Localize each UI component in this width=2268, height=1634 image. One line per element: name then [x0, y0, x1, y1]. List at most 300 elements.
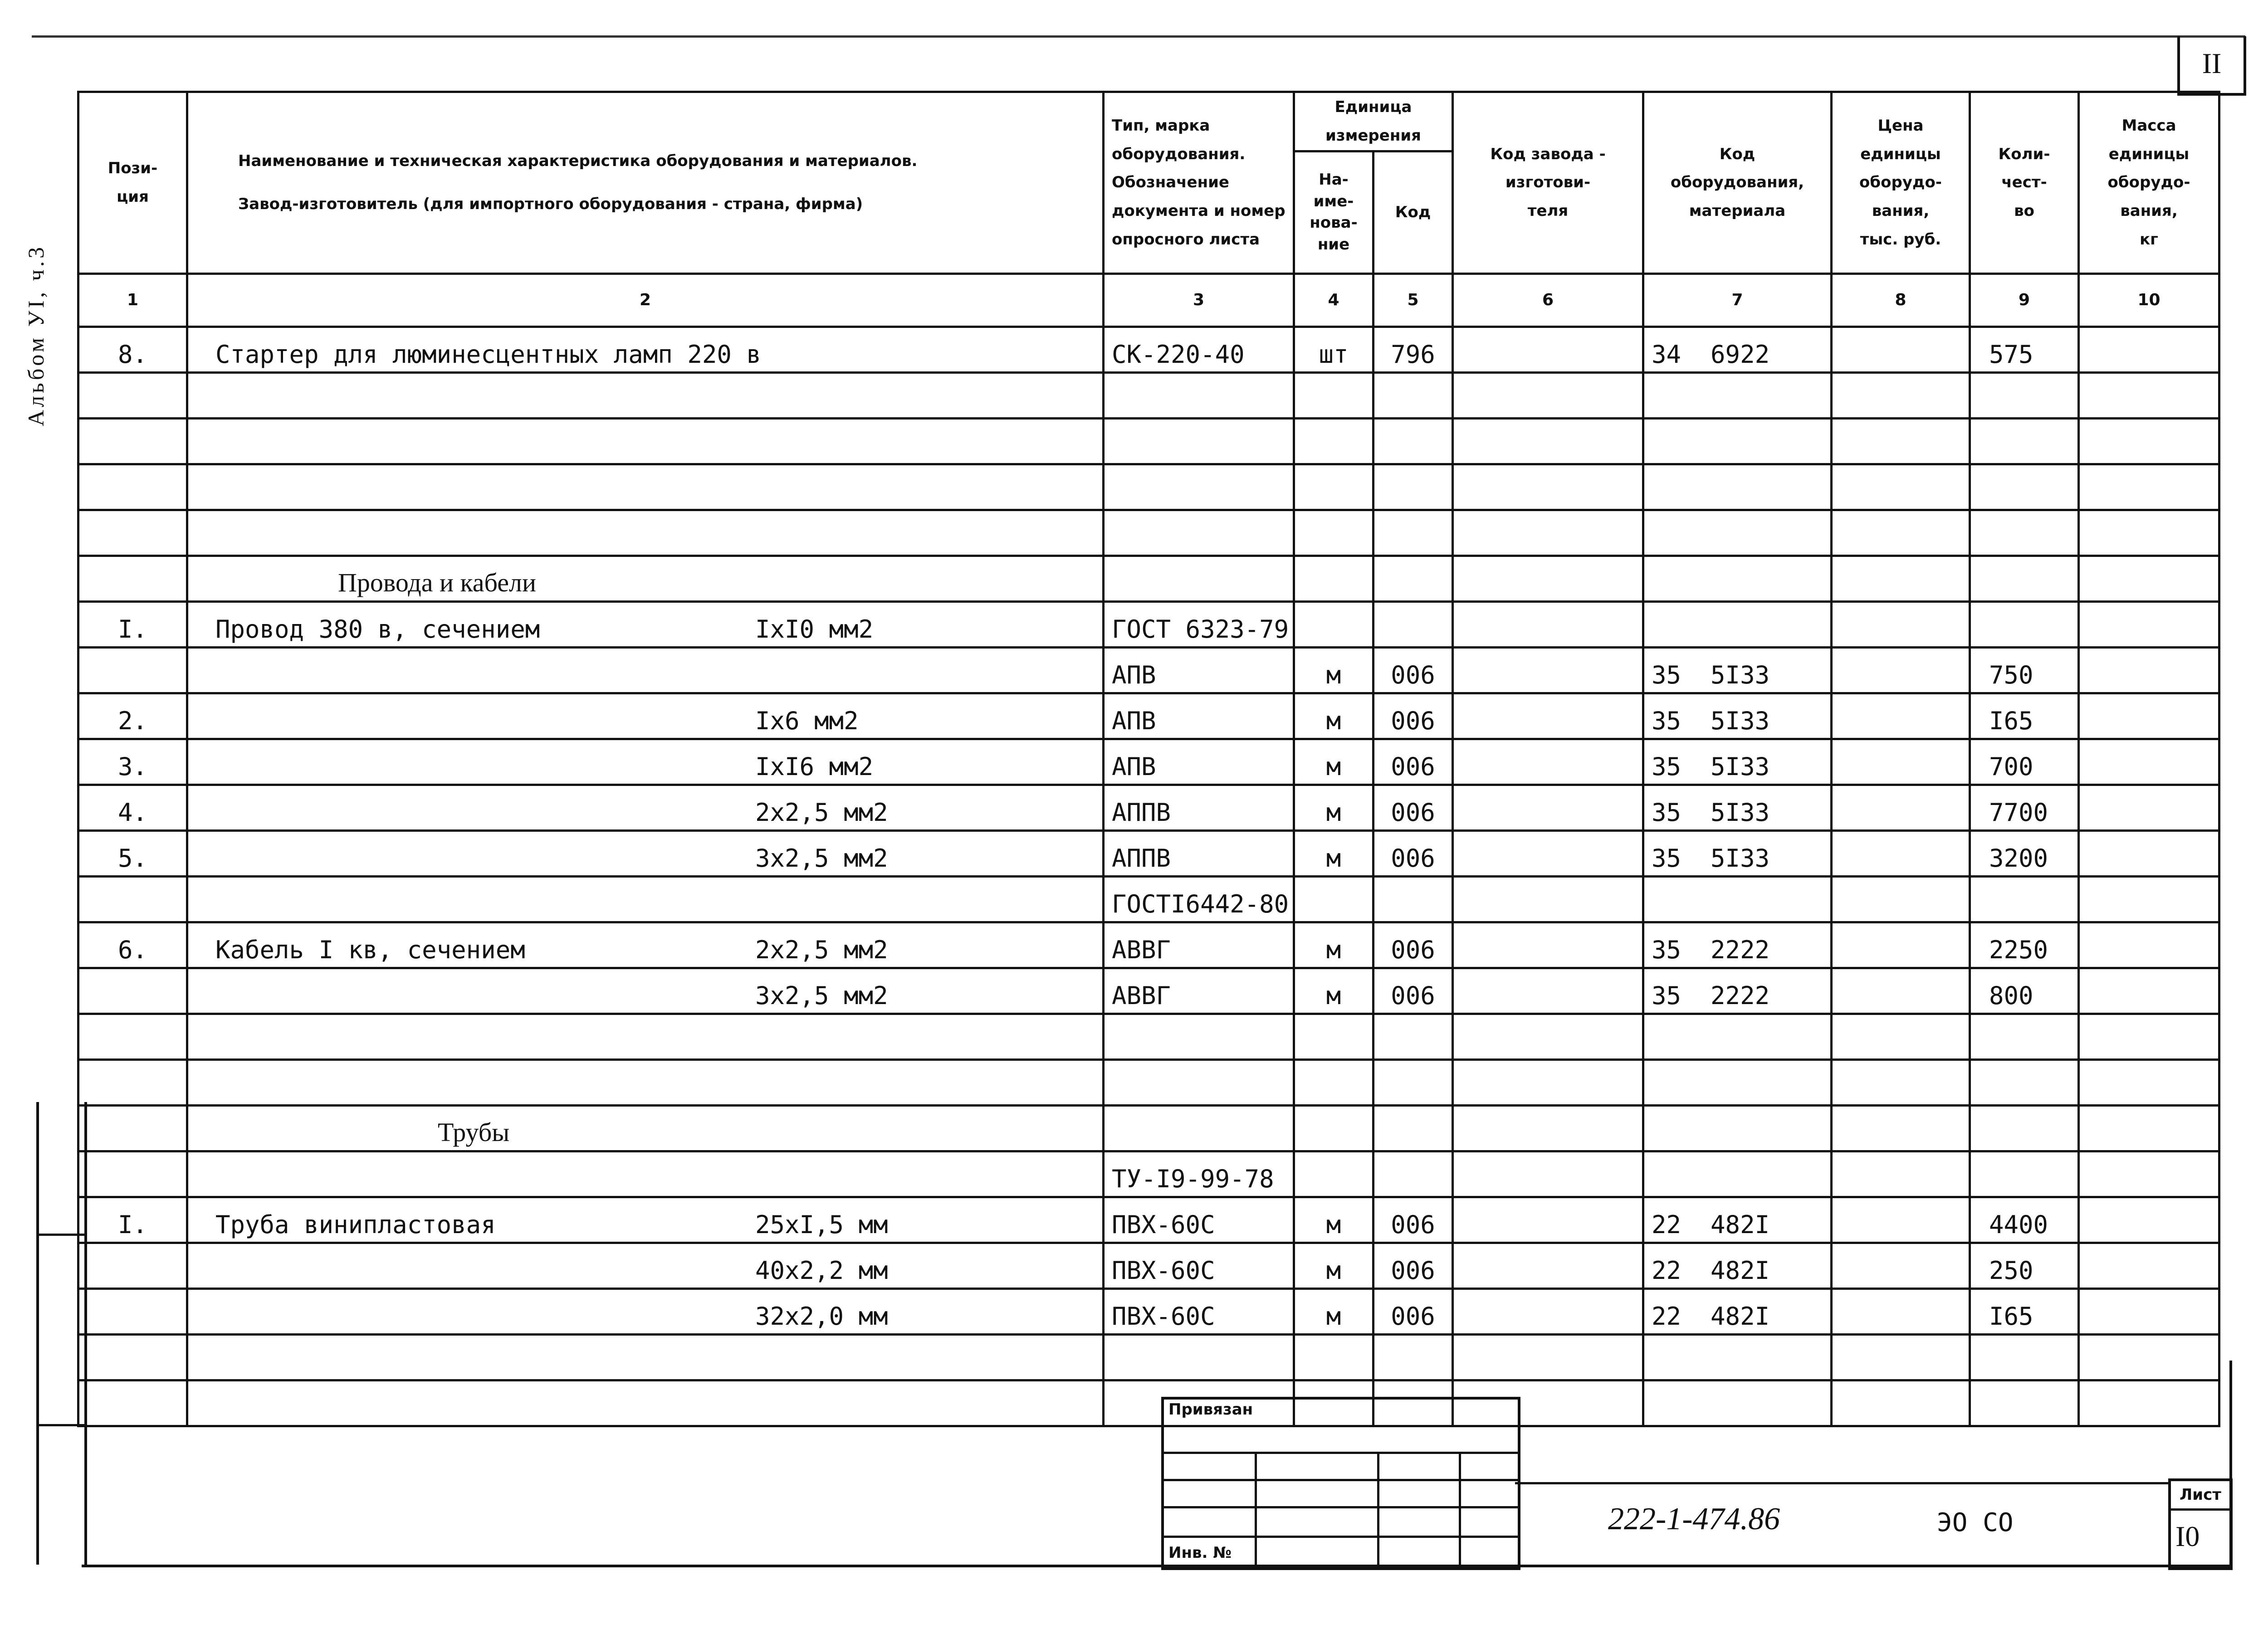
- unit-code-cell: 006: [1374, 647, 1453, 693]
- quantity-cell: [1970, 418, 2079, 464]
- quantity-cell: 700: [1970, 739, 2079, 785]
- equipment-code-cell: [1643, 876, 1832, 922]
- column-number: 3: [1104, 273, 1294, 327]
- unit-cell: м: [1294, 922, 1374, 968]
- mass-cell: [2079, 739, 2219, 785]
- header-price: Цена единицы оборудо- вания, тыс. руб.: [1832, 92, 1970, 274]
- plant-code-cell: [1453, 922, 1643, 968]
- name-cell: [187, 1243, 1104, 1288]
- table-row: [78, 968, 2219, 1014]
- equipment-code-cell: [1643, 510, 1832, 556]
- position-cell: [78, 1380, 187, 1426]
- header-type: Тип, марка оборудования. Обозначение документа и номер опросного листа: [1104, 92, 1294, 274]
- price-cell: [1832, 418, 1970, 464]
- type-cell: [1104, 1334, 1294, 1380]
- price-cell: [1832, 1197, 1970, 1243]
- equipment-code-cell: [1643, 1014, 1832, 1059]
- item-name: Стартер для люминесцентных ламп 220 в: [215, 340, 761, 369]
- equipment-code-cell: 35 2222: [1643, 922, 1832, 968]
- price-cell: [1832, 739, 1970, 785]
- plant-code-cell: [1453, 739, 1643, 785]
- name-cell: [187, 785, 1104, 830]
- equipment-code-cell: [1643, 1334, 1832, 1380]
- mass-cell: [2079, 1243, 2219, 1288]
- quantity-cell: 4400: [1970, 1197, 2079, 1243]
- position-cell: [78, 418, 187, 464]
- equipment-code-cell: [1643, 1380, 1832, 1426]
- column-number: 7: [1643, 273, 1832, 327]
- name-cell: [187, 418, 1104, 464]
- name-cell: [187, 601, 1104, 647]
- position-cell: [78, 1243, 187, 1288]
- price-cell: [1832, 1334, 1970, 1380]
- column-number-row: [78, 273, 2219, 327]
- bottom-frame-line: [82, 1565, 2232, 1567]
- page-number-box: [2177, 36, 2246, 96]
- position-cell: 5.: [78, 830, 187, 876]
- bound-label: Привязан: [1168, 1400, 1253, 1419]
- plant-code-cell: [1453, 1334, 1643, 1380]
- item-name: Труба винипластовая: [215, 1210, 496, 1239]
- unit-cell: м: [1294, 1243, 1374, 1288]
- price-cell: [1832, 647, 1970, 693]
- equipment-code-cell: [1643, 418, 1832, 464]
- plant-code-cell: [1453, 876, 1643, 922]
- mass-cell: [2079, 1334, 2219, 1380]
- price-cell: [1832, 968, 1970, 1014]
- item-spec: 3x2,5 мм2: [755, 844, 888, 873]
- name-cell: [187, 1059, 1104, 1105]
- unit-code-cell: 006: [1374, 922, 1453, 968]
- mass-cell: [2079, 372, 2219, 418]
- name-cell: [187, 830, 1104, 876]
- mass-cell: [2079, 1059, 2219, 1105]
- table-row: [78, 1334, 2219, 1380]
- type-cell: АППВ: [1104, 785, 1294, 830]
- plant-code-cell: [1453, 327, 1643, 372]
- sheet-value: I0: [2175, 1520, 2200, 1552]
- header-unit-group: Единица измерения: [1294, 92, 1453, 151]
- header-quantity: Коли- чест- во: [1970, 92, 2079, 274]
- quantity-cell: [1970, 876, 2079, 922]
- plant-code-cell: [1453, 830, 1643, 876]
- mass-cell: [2079, 601, 2219, 647]
- name-cell: [187, 922, 1104, 968]
- stamp-col: [1459, 1452, 1461, 1565]
- table-row: [78, 693, 2219, 739]
- unit-cell: [1294, 372, 1374, 418]
- name-cell: [187, 1014, 1104, 1059]
- mass-cell: [2079, 1014, 2219, 1059]
- equipment-code-cell: 35 2222: [1643, 968, 1832, 1014]
- table-row: [78, 327, 2219, 372]
- table-row: [78, 464, 2219, 510]
- type-cell: [1104, 1059, 1294, 1105]
- price-cell: [1832, 1151, 1970, 1197]
- price-cell: [1832, 693, 1970, 739]
- plant-code-cell: [1453, 510, 1643, 556]
- plant-code-cell: [1453, 1243, 1643, 1288]
- price-cell: [1832, 1105, 1970, 1151]
- plant-code-cell: [1453, 1105, 1643, 1151]
- type-cell: ПВХ-60С: [1104, 1197, 1294, 1243]
- table-row: [78, 601, 2219, 647]
- equipment-code-cell: [1643, 464, 1832, 510]
- right-frame-line: [2229, 1361, 2232, 1567]
- table-row: [78, 1380, 2219, 1426]
- title-block-top-line: [1515, 1482, 2168, 1484]
- unit-code-cell: [1374, 601, 1453, 647]
- unit-code-cell: [1374, 876, 1453, 922]
- type-cell: ТУ-I9-99-78: [1104, 1151, 1294, 1197]
- plant-code-cell: [1453, 464, 1643, 510]
- table-row: [78, 1288, 2219, 1334]
- quantity-cell: I65: [1970, 693, 2079, 739]
- header-equipment-code: Код оборудования, материала: [1643, 92, 1832, 274]
- table-row: [78, 647, 2219, 693]
- mass-cell: [2079, 968, 2219, 1014]
- unit-code-cell: 006: [1374, 785, 1453, 830]
- position-cell: [78, 510, 187, 556]
- table-row: [78, 372, 2219, 418]
- quantity-cell: [1970, 1059, 2079, 1105]
- unit-cell: [1294, 418, 1374, 464]
- unit-cell: м: [1294, 785, 1374, 830]
- table-row: [78, 876, 2219, 922]
- quantity-cell: [1970, 372, 2079, 418]
- name-cell: [187, 464, 1104, 510]
- equipment-code-cell: 22 482I: [1643, 1197, 1832, 1243]
- type-cell: АПВ: [1104, 693, 1294, 739]
- quantity-cell: 800: [1970, 968, 2079, 1014]
- price-cell: [1832, 785, 1970, 830]
- unit-code-cell: [1374, 1334, 1453, 1380]
- table-row: [78, 739, 2219, 785]
- position-cell: [78, 647, 187, 693]
- stamp-line: [1164, 1506, 1518, 1508]
- item-spec: 40x2,2 мм: [755, 1256, 888, 1285]
- table-row: [78, 785, 2219, 830]
- unit-code-cell: [1374, 418, 1453, 464]
- plant-code-cell: [1453, 1288, 1643, 1334]
- price-cell: [1832, 1243, 1970, 1288]
- name-cell: [187, 1197, 1104, 1243]
- unit-code-cell: [1374, 510, 1453, 556]
- column-number: 8: [1832, 273, 1970, 327]
- mass-cell: [2079, 327, 2219, 372]
- header-name-line1: Наименование и техническая характеристика оборудования и материалов.: [238, 151, 918, 170]
- mass-cell: [2079, 785, 2219, 830]
- position-cell: [78, 1151, 187, 1197]
- type-cell: АВВГ: [1104, 968, 1294, 1014]
- unit-code-cell: 006: [1374, 693, 1453, 739]
- name-cell: [187, 739, 1104, 785]
- album-side-label: [18, 190, 49, 426]
- unit-cell: [1294, 1014, 1374, 1059]
- price-cell: [1832, 1288, 1970, 1334]
- name-cell: [187, 1288, 1104, 1334]
- price-cell: [1832, 876, 1970, 922]
- position-cell: 4.: [78, 785, 187, 830]
- position-cell: I.: [78, 601, 187, 647]
- stamp-line: [1164, 1536, 1518, 1538]
- position-cell: 3.: [78, 739, 187, 785]
- price-cell: [1832, 556, 1970, 601]
- document-suffix: ЭО СО: [1937, 1508, 2014, 1537]
- mass-cell: [2079, 464, 2219, 510]
- equipment-code-cell: [1643, 1105, 1832, 1151]
- item-spec: 2x2,5 мм2: [755, 935, 888, 964]
- unit-code-cell: [1374, 556, 1453, 601]
- unit-cell: [1294, 510, 1374, 556]
- album-label-text: Альбом УI, ч.3: [23, 244, 49, 426]
- item-spec: 25xI,5 мм: [755, 1210, 888, 1239]
- unit-code-cell: 006: [1374, 830, 1453, 876]
- item-spec: 3x2,5 мм2: [755, 981, 888, 1010]
- sheet-label: Лист: [2171, 1481, 2230, 1511]
- position-cell: [78, 1288, 187, 1334]
- price-cell: [1832, 510, 1970, 556]
- type-cell: ГОСТI6442-80: [1104, 876, 1294, 922]
- type-cell: ПВХ-60С: [1104, 1243, 1294, 1288]
- unit-cell: м: [1294, 1197, 1374, 1243]
- stamp-col: [1377, 1452, 1379, 1565]
- stamp-col: [1255, 1452, 1257, 1565]
- quantity-cell: 250: [1970, 1243, 2079, 1288]
- equipment-code-cell: [1643, 556, 1832, 601]
- equipment-code-cell: [1643, 372, 1832, 418]
- sheet-number-box: [2168, 1478, 2233, 1570]
- quantity-cell: [1970, 1151, 2079, 1197]
- mass-cell: [2079, 693, 2219, 739]
- quantity-cell: [1970, 464, 2079, 510]
- unit-cell: шт: [1294, 327, 1374, 372]
- stamp-line: [1164, 1479, 1518, 1481]
- position-cell: [78, 1105, 187, 1151]
- unit-code-cell: 006: [1374, 968, 1453, 1014]
- position-cell: [78, 1334, 187, 1380]
- column-number: 10: [2079, 273, 2219, 327]
- item-spec: Ix6 мм2: [755, 706, 859, 735]
- item-spec: IxI6 мм2: [755, 752, 874, 781]
- plant-code-cell: [1453, 372, 1643, 418]
- equipment-code-cell: 35 5I33: [1643, 647, 1832, 693]
- plant-code-cell: [1453, 785, 1643, 830]
- unit-code-cell: 006: [1374, 739, 1453, 785]
- equipment-code-cell: 35 5I33: [1643, 785, 1832, 830]
- name-cell: [187, 372, 1104, 418]
- header-mass: Масса единицы оборудо- вания, кг: [2079, 92, 2219, 274]
- table-row: [78, 510, 2219, 556]
- unit-code-cell: [1374, 1105, 1453, 1151]
- equipment-code-cell: 22 482I: [1643, 1288, 1832, 1334]
- price-cell: [1832, 372, 1970, 418]
- mass-cell: [2079, 418, 2219, 464]
- plant-code-cell: [1453, 647, 1643, 693]
- equipment-code-cell: 35 5I33: [1643, 693, 1832, 739]
- type-cell: [1104, 1014, 1294, 1059]
- column-number: 1: [78, 273, 187, 327]
- quantity-cell: 575: [1970, 327, 2079, 372]
- table-row: [78, 1014, 2219, 1059]
- type-cell: [1104, 464, 1294, 510]
- position-cell: 6.: [78, 922, 187, 968]
- position-cell: [78, 1059, 187, 1105]
- name-cell: [187, 1151, 1104, 1197]
- price-cell: [1832, 830, 1970, 876]
- name-cell: [187, 556, 1104, 601]
- price-cell: [1832, 1014, 1970, 1059]
- quantity-cell: 7700: [1970, 785, 2079, 830]
- table-row: [78, 830, 2219, 876]
- unit-cell: м: [1294, 739, 1374, 785]
- equipment-code-cell: 35 5I33: [1643, 739, 1832, 785]
- type-cell: [1104, 1105, 1294, 1151]
- header-plant-code: Код завода - изготови- теля: [1453, 92, 1643, 274]
- unit-cell: м: [1294, 830, 1374, 876]
- mass-cell: [2079, 1197, 2219, 1243]
- unit-cell: м: [1294, 647, 1374, 693]
- unit-code-cell: [1374, 1151, 1453, 1197]
- type-cell: АППВ: [1104, 830, 1294, 876]
- header-unit-code: Код: [1374, 151, 1453, 273]
- mass-cell: [2079, 1105, 2219, 1151]
- unit-cell: [1294, 1059, 1374, 1105]
- unit-cell: м: [1294, 1288, 1374, 1334]
- type-cell: ГОСТ 6323-79: [1104, 601, 1294, 647]
- mass-cell: [2079, 1151, 2219, 1197]
- plant-code-cell: [1453, 693, 1643, 739]
- type-cell: [1104, 418, 1294, 464]
- price-cell: [1832, 1380, 1970, 1426]
- top-border-line: [32, 35, 2245, 38]
- unit-cell: [1294, 464, 1374, 510]
- price-cell: [1832, 922, 1970, 968]
- equipment-code-cell: [1643, 601, 1832, 647]
- table-row: [78, 1059, 2219, 1105]
- unit-cell: [1294, 876, 1374, 922]
- mass-cell: [2079, 876, 2219, 922]
- section-heading: Провода и кабели: [338, 567, 537, 597]
- position-cell: 8.: [78, 327, 187, 372]
- unit-cell: [1294, 1334, 1374, 1380]
- unit-code-cell: 006: [1374, 1243, 1453, 1288]
- price-cell: [1832, 1059, 1970, 1105]
- unit-code-cell: 796: [1374, 327, 1453, 372]
- name-cell: [187, 327, 1104, 372]
- binding-stamp: [1161, 1397, 1520, 1570]
- position-cell: I.: [78, 1197, 187, 1243]
- name-cell: [187, 510, 1104, 556]
- quantity-cell: 750: [1970, 647, 2079, 693]
- quantity-cell: [1970, 556, 2079, 601]
- quantity-cell: 3200: [1970, 830, 2079, 876]
- item-spec: 32x2,0 мм: [755, 1302, 888, 1331]
- equipment-code-cell: 35 5I33: [1643, 830, 1832, 876]
- position-cell: [78, 1014, 187, 1059]
- unit-code-cell: [1374, 464, 1453, 510]
- type-cell: [1104, 372, 1294, 418]
- unit-code-cell: 006: [1374, 1288, 1453, 1334]
- type-cell: ПВХ-60С: [1104, 1288, 1294, 1334]
- item-name: Провод 380 в, сечением: [215, 615, 540, 644]
- type-cell: СК-220-40: [1104, 327, 1294, 372]
- header-name-line2: Завод-изготовитель (для импортного оборудования - страна, фирма): [238, 195, 863, 213]
- quantity-cell: [1970, 1380, 2079, 1426]
- header-position: Пози- ция: [78, 92, 187, 274]
- document-code: 222-1-474.86: [1608, 1502, 1780, 1536]
- name-cell: [187, 1105, 1104, 1151]
- unit-code-cell: 006: [1374, 1197, 1453, 1243]
- equipment-code-cell: 34 6922: [1643, 327, 1832, 372]
- unit-cell: [1294, 1151, 1374, 1197]
- mass-cell: [2079, 647, 2219, 693]
- mass-cell: [2079, 1288, 2219, 1334]
- mass-cell: [2079, 510, 2219, 556]
- quantity-cell: [1970, 1014, 2079, 1059]
- plant-code-cell: [1453, 556, 1643, 601]
- specification-table: [77, 91, 2220, 1427]
- item-spec: IxI0 мм2: [755, 615, 874, 644]
- plant-code-cell: [1453, 1059, 1643, 1105]
- position-cell: [78, 968, 187, 1014]
- table-row: [78, 1243, 2219, 1288]
- plant-code-cell: [1453, 418, 1643, 464]
- name-cell: [187, 693, 1104, 739]
- plant-code-cell: [1453, 1197, 1643, 1243]
- type-cell: АВВГ: [1104, 922, 1294, 968]
- table-row: [78, 556, 2219, 601]
- item-spec: 2x2,5 мм2: [755, 798, 888, 827]
- section-heading: Трубы: [438, 1117, 510, 1147]
- equipment-code-cell: 22 482I: [1643, 1243, 1832, 1288]
- position-cell: [78, 464, 187, 510]
- stamp-line: [1164, 1452, 1518, 1454]
- position-cell: [78, 876, 187, 922]
- page-number: II: [2202, 47, 2222, 79]
- position-cell: 2.: [78, 693, 187, 739]
- header-unit-name: На- име- нова- ние: [1294, 151, 1374, 273]
- name-cell: [187, 1380, 1104, 1426]
- equipment-code-cell: [1643, 1059, 1832, 1105]
- table-row: [78, 1151, 2219, 1197]
- unit-code-cell: [1374, 1014, 1453, 1059]
- column-number: 2: [187, 273, 1104, 327]
- type-cell: [1104, 556, 1294, 601]
- type-cell: [1104, 510, 1294, 556]
- plant-code-cell: [1453, 1151, 1643, 1197]
- name-cell: [187, 647, 1104, 693]
- unit-code-cell: [1374, 372, 1453, 418]
- quantity-cell: 2250: [1970, 922, 2079, 968]
- quantity-cell: [1970, 1334, 2079, 1380]
- inventory-number-label: Инв. №: [1168, 1544, 1232, 1562]
- table-row: [78, 1105, 2219, 1151]
- equipment-code-cell: [1643, 1151, 1832, 1197]
- unit-code-cell: [1374, 1059, 1453, 1105]
- unit-cell: [1294, 556, 1374, 601]
- name-cell: [187, 1334, 1104, 1380]
- table-row: [78, 1197, 2219, 1243]
- mass-cell: [2079, 922, 2219, 968]
- column-number: 9: [1970, 273, 2079, 327]
- column-number: 5: [1374, 273, 1453, 327]
- plant-code-cell: [1453, 601, 1643, 647]
- unit-cell: [1294, 1105, 1374, 1151]
- position-cell: [78, 372, 187, 418]
- item-name: Кабель I кв, сечением: [215, 935, 525, 964]
- type-cell: АПВ: [1104, 739, 1294, 785]
